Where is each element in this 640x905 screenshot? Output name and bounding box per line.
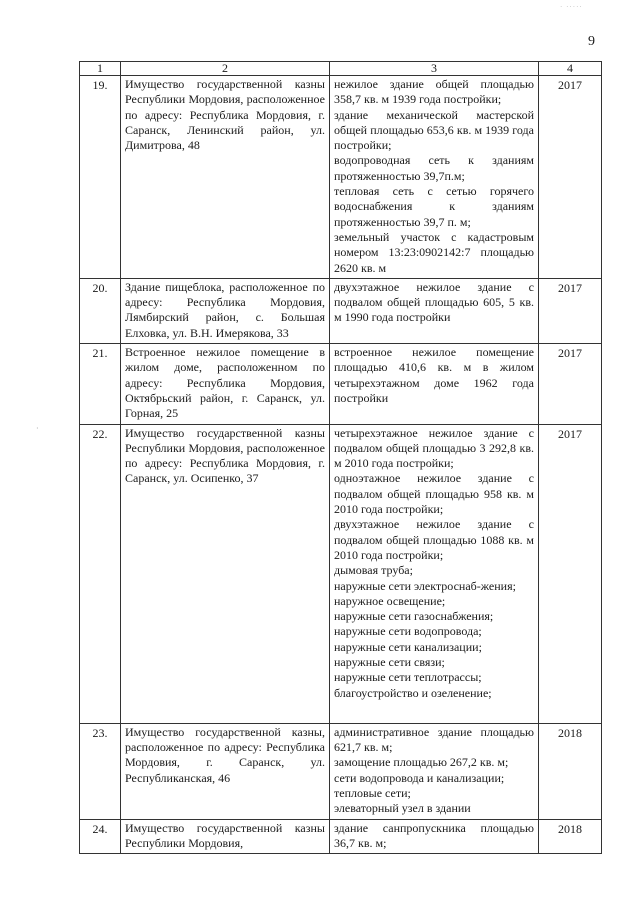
scan-tick: ·: [36, 424, 39, 433]
header-col-3: 3: [330, 62, 539, 76]
table-row: [80, 344, 602, 424]
property-composition: [330, 819, 539, 854]
property-composition: [330, 723, 539, 819]
property-composition: [330, 344, 539, 424]
row-number: 22.: [80, 424, 121, 723]
composition-item: здание санпропускника площадью 36,7 кв. м;: [334, 820, 534, 850]
scan-mark: · ·····: [560, 3, 583, 11]
property-table: [79, 61, 602, 854]
composition-item: наружные сети канализации;: [334, 639, 482, 654]
composition-item: тепловые сети;: [334, 786, 411, 801]
object-description: Встроенное нежилое помещение в жилом доме, расположенном по адресу: Республика Мордовия, Октябрьский район, г. Саранск, ул. Горная, 25: [121, 344, 330, 424]
composition-item: наружные сети теплотрассы;: [334, 670, 482, 685]
table-row: [80, 819, 602, 854]
object-description: Имущество государственной казны Республики Мордовия, расположенное по адресу: Республика Мордовия, г. Саранск, Ленинский район, ул. Димитрова, 48: [121, 76, 330, 279]
row-number: 21.: [80, 344, 121, 424]
year: 2018: [539, 819, 602, 854]
composition-item: наружные сети газоснабжения;: [334, 609, 494, 624]
table-row: [80, 76, 602, 279]
composition-item: замощение площадью 267,2 кв. м;: [334, 755, 509, 770]
composition-item: элеваторный узел в здании: [334, 801, 471, 816]
table-row: [80, 723, 602, 819]
property-composition: [330, 76, 539, 279]
composition-item: земельный участок с кадастровым номером 13:23:0902142:7 площадью 2620 кв. м: [334, 229, 534, 275]
composition-item: четырехэтажное нежилое здание с подвалом общей площадью 3 292,8 кв. м 2010 года постройки;: [334, 425, 534, 471]
composition-item: благоустройство и озеленение;: [334, 685, 492, 700]
object-description: Имущество государственной казны Республики Мордовия, расположенное по адресу: Республика Мордовия, г. Саранск, ул. Осипенко, 37: [121, 424, 330, 723]
year: 2018: [539, 723, 602, 819]
year: 2017: [539, 424, 602, 723]
year: 2017: [539, 344, 602, 424]
composition-item: тепловая сеть с сетью горячего водоснабжения к зданиям протяженностью 39,7 п. м;: [334, 184, 534, 229]
header-col-1: 1: [80, 62, 121, 76]
composition-item: дымовая труба;: [334, 563, 413, 578]
table-row: [80, 278, 602, 343]
row-number: 19.: [80, 76, 121, 279]
composition-item: наружное освещение;: [334, 593, 446, 608]
composition-item: административное здание площадью 621,7 кв. м;: [334, 724, 534, 755]
row-number: 20.: [80, 278, 121, 343]
composition-item: наружные сети водопровода;: [334, 624, 482, 639]
table-row: [80, 424, 602, 723]
composition-item: двухэтажное нежилое здание с подвалом общей площадью 1088 кв. м 2010 года постройки;: [334, 517, 534, 562]
year: 2017: [539, 76, 602, 279]
year: 2017: [539, 278, 602, 343]
composition-item: водопроводная сеть к зданиям протяженностью 39,7п.м;: [334, 153, 534, 183]
row-number: 23.: [80, 723, 121, 819]
header-col-4: 4: [539, 62, 602, 76]
composition-item: наружные сети связи;: [334, 654, 445, 669]
property-composition: [330, 424, 539, 723]
object-description: Имущество государственной казны, расположенное по адресу: Республика Мордовия, г. Саранск, ул. Республиканская, 46: [121, 723, 330, 819]
property-composition: [330, 278, 539, 343]
header-row: [80, 62, 602, 76]
composition-item: нежилое здание общей площадью 358,7 кв. м 1939 года постройки;: [334, 77, 534, 107]
row-number: 24.: [80, 819, 121, 854]
object-description: Здание пищеблока, расположенное по адресу: Республика Мордовия, Лямбирский район, с. Большая Елховка, ул. В.Н. Имерякова, 33: [121, 278, 330, 343]
composition-item: одноэтажное нежилое здание с подвалом общей площадью 958 кв. м 2010 года постройки;: [334, 471, 534, 517]
header-col-2: 2: [121, 62, 330, 76]
composition-item: сети водопровода и канализации;: [334, 770, 505, 785]
composition-item: наружные сети электроснаб-жения;: [334, 578, 516, 593]
page-number: 9: [588, 34, 595, 49]
composition-item: двухэтажное нежилое здание с подвалом общей площадью 605, 5 кв. м 1990 года постройки: [334, 279, 534, 325]
composition-item: встроенное нежилое помещение площадью 410,6 кв. м в жилом четырехэтажном доме 1962 года постройки: [334, 345, 534, 405]
composition-item: здание механической мастерской общей площадью 653,6 кв. м 1939 года постройки;: [334, 107, 534, 153]
object-description: Имущество государственной казны Республики Мордовия,: [121, 819, 330, 854]
